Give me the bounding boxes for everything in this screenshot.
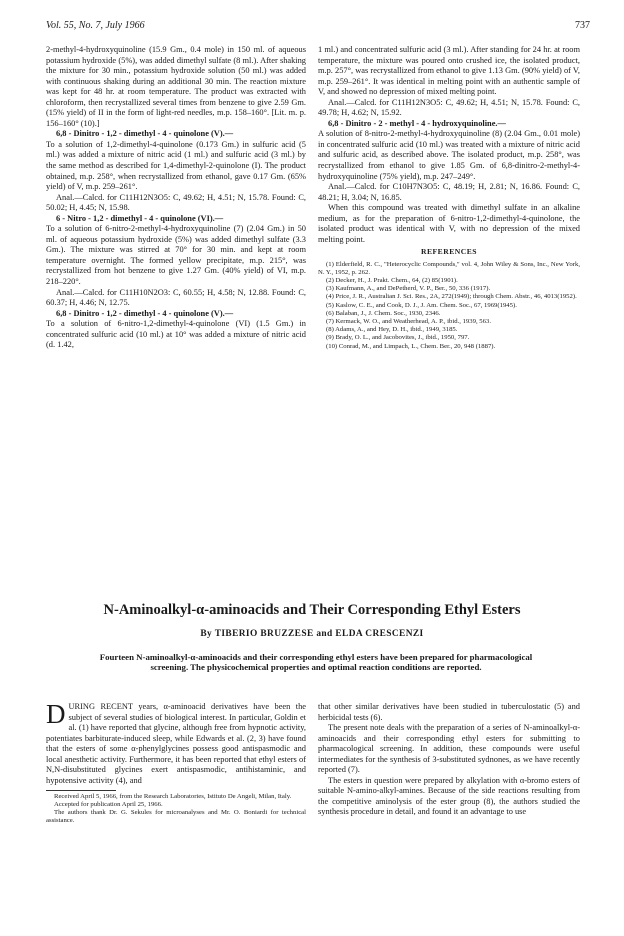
reference-item: (3) Kaufmann, A., and DePetherd, V. P., Ber., 50, 336 (1917). (326, 285, 491, 293)
intro-paragraph: URING RECENT years, α-aminoacid derivatives have been the subject of several studies of biological interest. In particular, Goldin et al. (1) have reported that glycine, although free from hypnotic activity, potentiates barbiturate-induced sleep, while Edwards et al. (2, 3) have found that the esters of some α-phenylglycines possess good antispasmodic and local anesthetic activity. Furthermore, it has been reported that ethyl esters of N,N-disubstituted glycines exert antispasmodic, antihistaminic, and hypotensive activity (4), and (46, 702, 306, 785)
intro-left-column (46, 699, 306, 825)
paragraph: that other similar derivatives have been studied in tuberculostatic (5) and herbicidal tests (6). (318, 702, 580, 722)
reference-item: (7) Kermack, W. O., and Weatherhead, A. P., ibid., 1939, 563. (326, 318, 492, 326)
paragraph: 1 ml.) and concentrated sulfuric acid (3 ml.). After standing for 24 hr. at room temperature, the mixture was poured onto crushed ice, the isolated product, m.p. 257°, was recrystallized from ethanol to give 1.13 Gm. (90% yield) of V, m.p. 259–261°. It was identical in melting point with an authentic sample of V, and showed no depression of mixed melting point. (318, 45, 580, 97)
article-authors: By TIBERIO BRUZZESE and ELDA CRESCENZI (200, 629, 424, 639)
right-column (318, 45, 580, 351)
page-number: 737 (575, 20, 590, 31)
reference-item: (5) Kaslow, C. E., and Cook, D. J., J. Am. Chem. Soc., 67, 1969(1945). (326, 301, 517, 309)
subheading: 6,8 - Dinitro - 1,2 - dimethyl - 4 - quinolone (V).— (56, 308, 234, 318)
intro-right-column (318, 702, 580, 818)
paragraph: To a solution of 6-nitro-1,2-dimethyl-4-quinolone (VI) (1.5 Gm.) in concentrated sulfuric acid (10 ml.) at 10° was added a mixture of nitric acid (d. 1.42, (46, 319, 306, 350)
reference-item: (10) Conrad, M., and Limpach, L., Chem. Ber., 20, 948 (1887). (326, 342, 496, 350)
reference-item: (4) Price, J. R., Australian J. Sci. Res., 2A, 272(1949); through Chem. Abstr., 46, 4013(1952). (326, 293, 577, 301)
references-heading: REFERENCES (420, 247, 478, 257)
paragraph: To a solution of 6-nitro-2-methyl-4-hydroxyquinoline (7) (2.04 Gm.) in 50 ml. of aqueous potassium hydroxide (5%) was added dimethyl sulfate (3.3 Gm.). The mixture was stirred at 70° for 30 min. and kept at room temperature overnight. The formed yellow precipitate, m.p. 215°, was recrystallized from hot benzene to give 1.27 Gm. (40% yield) of VI, m.p. 218–220°. (46, 224, 306, 287)
paragraph: The present note deals with the preparation of a series of N-aminoalkyl-α-aminoacids and their corresponding ethyl esters for submitting to pharmacological screening. In addition, these compounds were useful intermediates for the synthesis of 3-substituted sydnones, as we have recently reported (7). (318, 723, 580, 775)
reference-item: (1) Elderfield, R. C., "Heterocyclic Compounds," vol. 4, John Wiley & Sons, Inc., New York, N. Y., 1952, p. 262. (318, 260, 580, 276)
article-abstract: Fourteen N-aminoalkyl-α-aminoacids and their corresponding ethyl esters have been prepared for pharmacological screening. The physicochemical properties and optimal reaction conditions are reported. (99, 652, 533, 673)
footnote: Received April 5, 1966, from the Research Laboratories, Istituto De Angeli, Milan, Italy. (54, 793, 292, 801)
reference-item: (8) Adams, A., and Hey, D. H., ibid., 1949, 3185. (326, 326, 458, 334)
reference-item: (2) Decker, H., J. Prakt. Chem., 64, (2) 85(1901). (326, 277, 458, 284)
paragraph: To a solution of 1,2-dimethyl-4-quinolone (0.173 Gm.) in sulfuric acid (5 ml.) was added a mixture of nitric acid (1 ml.) and sulfuric acid (3 ml.) by the same method as described for 1,4-dimethyl-2-quinolone (I). The product obtained, m.p. 258°, when recrystallized from ethanol, gave 0.17 Gm. (65% yield) of V, m.p. 259–261°. (46, 139, 306, 192)
analysis-line: Anal.—Calcd. for C11H12N3O5: C, 49.62; H, 4.51; N, 15.78. Found: C, 49.78; H, 4.62; N, 15.92. (318, 97, 580, 118)
drop-cap: D (46, 699, 66, 729)
footnote: Accepted for publication April 25, 1966. (54, 801, 163, 809)
subheading: 6,8 - Dinitro - 1,2 - dimethyl - 4 - quinolone (V).— (56, 129, 234, 139)
reference-item: (9) Brady, O. L., and Jacobovites, J., ibid., 1950, 797. (326, 334, 470, 342)
running-header: Vol. 55, No. 7, July 1966 (46, 20, 145, 31)
left-column (46, 45, 306, 351)
analysis-line: Anal.—Calcd. for C11H12N3O5: C, 49.62; H, 4.51; N, 15.78. Found: C, 50.02; H, 4.45; N, 15.98. (46, 192, 306, 213)
article-title: N-Aminoalkyl-α-aminoacids and Their Corresponding Ethyl Esters (103, 602, 521, 618)
subheading: 6,8 - Dinitro - 2 - methyl - 4 - hydroxyquinoline.— (328, 118, 506, 128)
footnote-rule (46, 790, 116, 791)
paragraph: 2-methyl-4-hydroxyquinoline (15.9 Gm., 0.4 mole) in 150 ml. of aqueous potassium hydroxide (5%), was added dimethyl sulfate (8 ml.). After shaking the mixture for 30 min., potassium hydroxide solution (50 ml.) was added with continuous shaking during an additional 30 min. The reaction mixture was kept for 48 hr. at room temperature. The product was extracted with chloroform, then recrystallized several times from benzene to give 2.59 Gm. (15% yield) of II in the form of light-red needles, m.p. 158–160°. [Lit. m. p. 156–160° (10).] (46, 45, 306, 128)
subheading: 6 - Nitro - 1,2 - dimethyl - 4 - quinolone (VI).— (56, 213, 224, 223)
paragraph: The esters in question were prepared by alkylation with α-bromo esters of suitable N-amino-alkyl-amines. Because of the side reactions resulting from the competitive aminolysis of the ester group (8), the authors studied the synthesis procedure in detail, and found it an advantage to use (318, 775, 580, 817)
reference-item: (6) Balaban, J., J. Chem. Soc., 1930, 2346. (326, 309, 441, 317)
analysis-line: Anal.—Calcd. for C10H7N3O5: C, 48.19; H, 2.81; N, 16.86. Found: C, 48.21; H, 3.04; N, 16.85. (318, 182, 580, 202)
references (318, 248, 580, 350)
footnotes (46, 793, 306, 825)
paragraph: When this compound was treated with dimethyl sulfate in an alkaline medium, as for the preparation of 6-nitro-1,2-dimethyl-4-quinolone, the isolated product was identical with V, with no depression of the mixed melting point. (318, 203, 580, 244)
footnote: The authors thank Dr. G. Sekules for microanalyses and Mr. O. Boniardi for technical assistance. (46, 809, 306, 825)
analysis-line: Anal.—Calcd. for C11H10N2O3: C, 60.55; H, 4.58; N, 12.88. Found: C, 60.37; H, 4.46; N, 12.75. (46, 287, 306, 308)
paragraph: A solution of 8-nitro-2-methyl-4-hydroxyquinoline (8) (2.04 Gm., 0.01 mole) in concentrated sulfuric acid (10 ml.) was treated with a mixture of nitric acid and sulfuric acid, as described above. The isolated product, m.p. 258°, was recrystallized from ethanol to give 1.85 Gm. of 6,8-dinitro-2-methyl-4-hydroxyquinoline (75% yield), m.p. 247–249°. (318, 129, 580, 181)
